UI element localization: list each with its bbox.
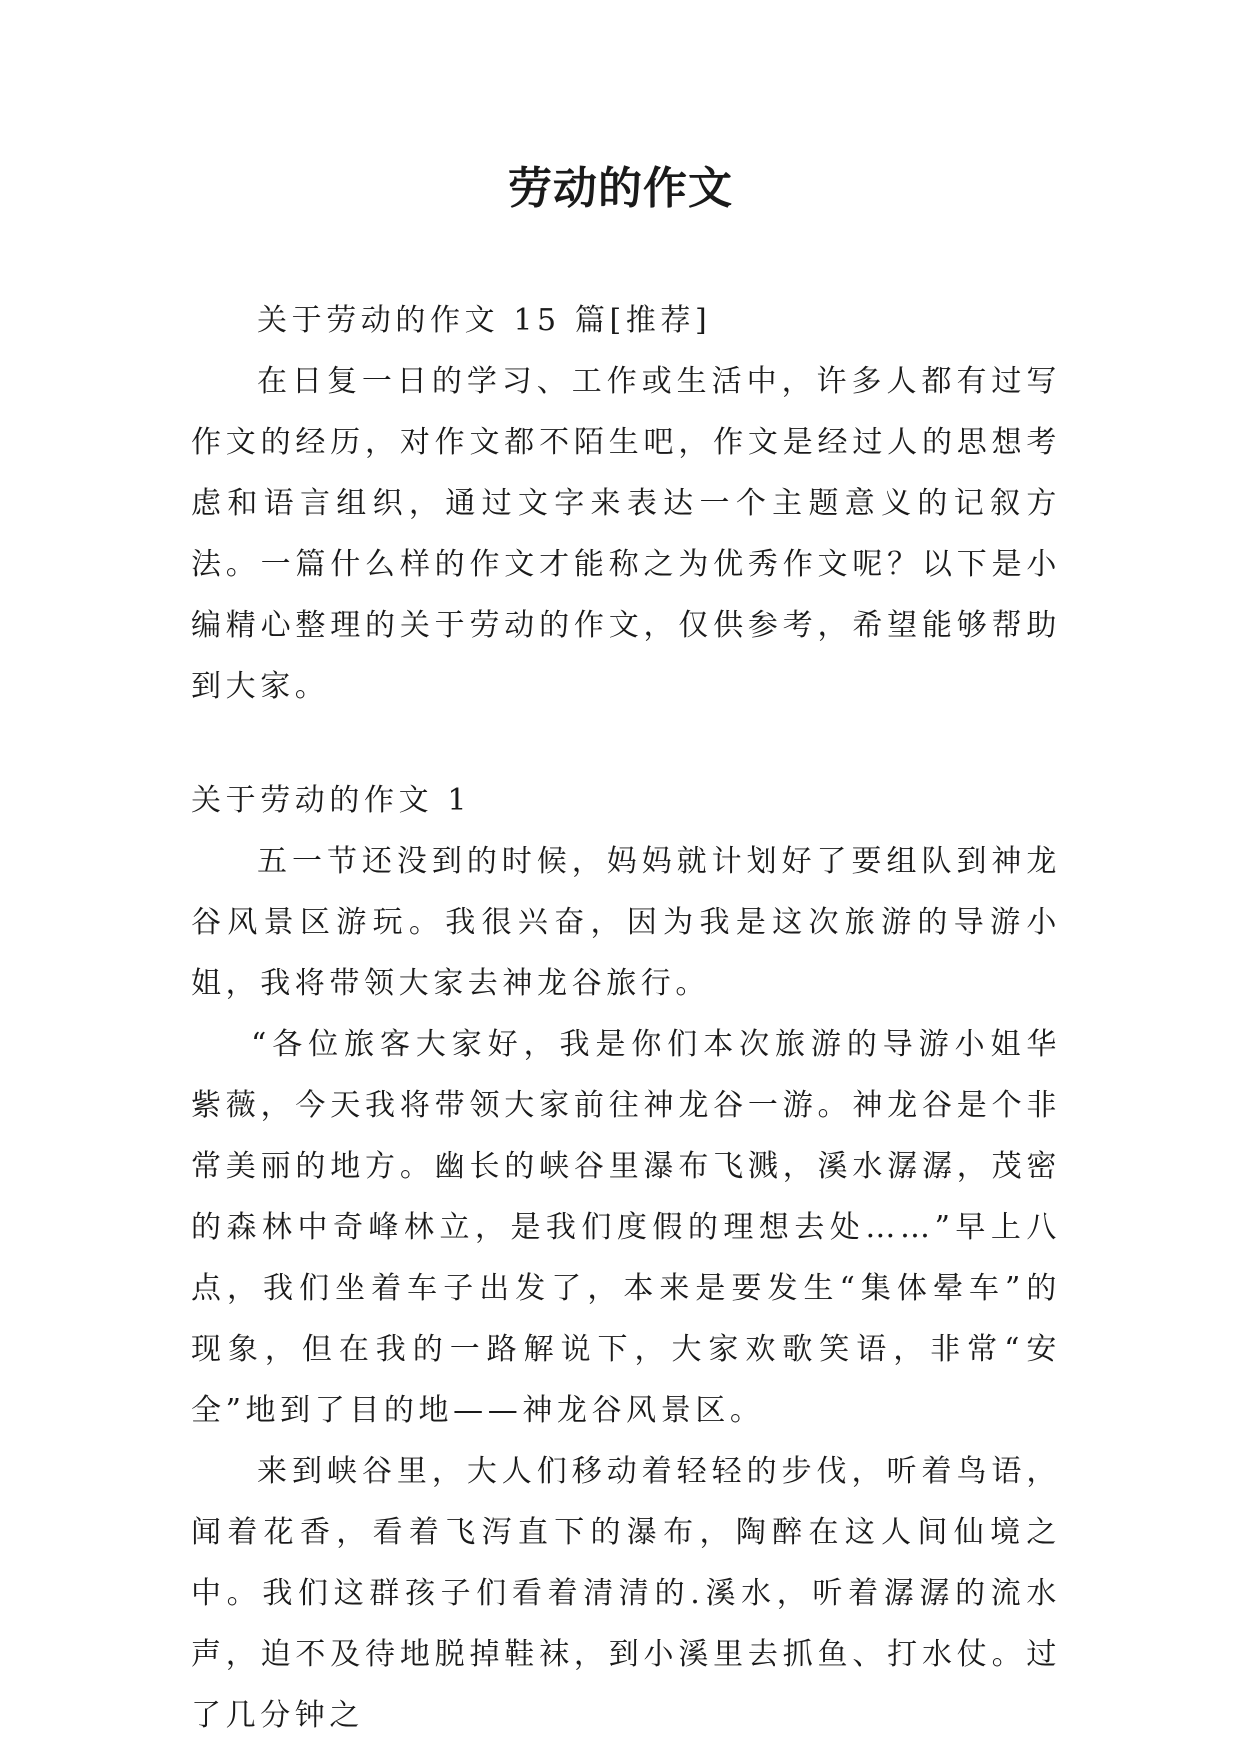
body-paragraph: 来到峡谷里，大人们移动着轻轻的步伐，听着鸟语，闻着花香，看着飞泻直下的瀑布，陶醉在这人间仙境之中。我们这群孩子们看着清清的.溪水，听着潺潺的流水声，迫不及待地脱掉鞋袜，到小溪里去抓鱼、打水仗。过了几分钟之 — [191, 1454, 1061, 1733]
document-title: 劳动的作文 — [508, 163, 733, 214]
section-heading: 关于劳动的作文 1 — [191, 783, 472, 818]
body-paragraph: “各位旅客大家好，我是你们本次旅游的导游小姐华紫薇，今天我将带领大家前往神龙谷一游。神龙谷是个非常美丽的地方。幽长的峡谷里瀑布飞溅，溪水潺潺，茂密的森林中奇峰林立，是我们度假的理想去处……”早上八点，我们坐着车子出发了，本来是要发生“集体晕车”的现象，但在我的一路解说下，大家欢歌笑语，非常“安全”地到了目的地——神龙谷风景区。 — [191, 1027, 1061, 1428]
body-paragraph: 五一节还没到的时候，妈妈就计划好了要组队到神龙谷风景区游玩。我很兴奋，因为我是这次旅游的导游小姐，我将带领大家去神龙谷旅行。 — [191, 844, 1061, 1001]
document-body — [191, 290, 1061, 1746]
intro-paragraph: 在日复一日的学习、工作或生活中，许多人都有过写作文的经历，对作文都不陌生吧，作文是经过人的思想考虑和语言组织，通过文字来表达一个主题意义的记叙方法。一篇什么样的作文才能称之为优秀作文呢？以下是小编精心整理的关于劳动的作文，仅供参考，希望能够帮助到大家。 — [191, 364, 1061, 704]
document-subtitle: 关于劳动的作文 15 篇[推荐] — [257, 303, 712, 338]
